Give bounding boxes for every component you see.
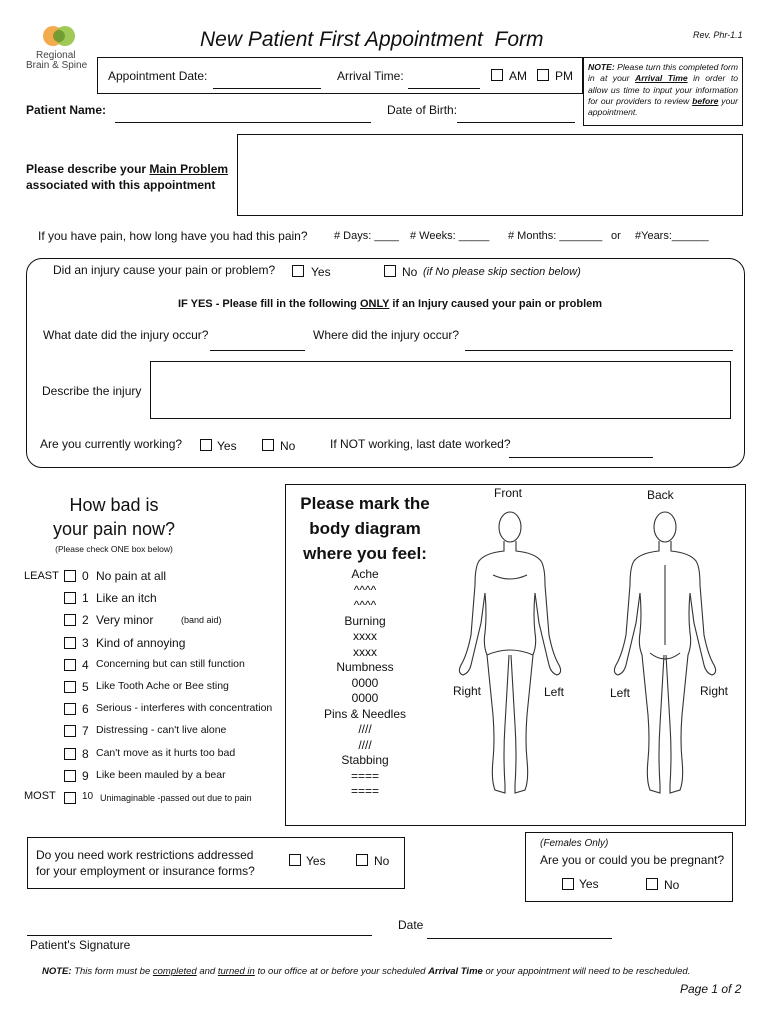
pain-level-description: Can't move as it hurts too bad [96, 746, 236, 759]
footer-t1: This form must be [74, 966, 151, 977]
body-diagram-title [285, 491, 445, 566]
footer-note-prefix: NOTE: [42, 966, 72, 977]
pain-level-description: Distressing - can't live alone [96, 724, 227, 737]
pain-level-number: 2 [82, 613, 89, 628]
appointment-date-label: Appointment Date: [108, 69, 208, 83]
body-diagram-title-3: where you feel: [303, 544, 427, 563]
pregnancy-yes-label: Yes [579, 877, 599, 891]
page-number: Page 1 of 2 [680, 982, 742, 996]
working-question: Are you currently working? [40, 437, 183, 451]
pain-level-number: 5 [82, 680, 89, 694]
pain-level-checkbox[interactable] [64, 614, 76, 626]
note-prefix: NOTE: [588, 62, 615, 72]
pain-level-checkbox[interactable] [64, 770, 76, 782]
pain-scale-row[interactable] [24, 680, 284, 696]
pain-days[interactable]: # Days: ____ [334, 230, 399, 242]
am-checkbox[interactable] [491, 69, 503, 81]
pain-scale-subtitle: (Please check ONE box below) [55, 544, 173, 554]
pain-scale-row[interactable] [24, 569, 284, 585]
pain-months[interactable]: # Months: _______ [508, 230, 603, 242]
pm-checkbox[interactable] [537, 69, 549, 81]
restrictions-no-label: No [374, 854, 390, 868]
if-yes-text-1: IF YES - Please fill in the following [178, 298, 357, 310]
injury-where-field[interactable] [465, 350, 733, 351]
note-text-1: Please turn this completed form in at your [588, 62, 738, 84]
pain-scale-row[interactable] [24, 747, 284, 763]
main-problem-label-1: Please describe your [26, 162, 147, 176]
pain-level-checkbox[interactable] [64, 637, 76, 649]
if-yes-text-2: if an Injury caused your pain or problem [392, 298, 603, 310]
pain-scale-row[interactable] [24, 613, 284, 629]
arrival-time-label: Arrival Time: [337, 69, 404, 83]
pain-level-number: 9 [82, 768, 89, 783]
pain-level-checkbox[interactable] [64, 792, 76, 804]
pain-level-checkbox[interactable] [64, 703, 76, 715]
pain-least-label: LEAST [24, 570, 59, 582]
note-box [583, 57, 743, 126]
legend-sensation-symbol: //// [358, 722, 372, 736]
revision-label: Rev. Phr-1.1 [693, 30, 743, 40]
working-yes-label: Yes [217, 439, 237, 453]
legend-sensation-symbol: 0000 [351, 675, 379, 690]
date-label: Date [398, 918, 424, 932]
logo [24, 22, 94, 76]
pain-level-description: Serious - interferes with concentration [96, 702, 273, 715]
pain-level-checkbox[interactable] [64, 570, 76, 582]
dob-label: Date of Birth: [387, 103, 458, 117]
front-left-label: Left [544, 685, 565, 699]
females-only-label: (Females Only) [540, 838, 609, 849]
pain-level-description: Unimaginable -passed out due to pain [100, 793, 252, 803]
pregnancy-no-checkbox[interactable] [646, 878, 658, 890]
work-restrictions-question [36, 847, 255, 879]
pain-level-checkbox[interactable] [64, 659, 76, 671]
pm-label: PM [555, 69, 573, 83]
footer-note [42, 966, 690, 977]
pregnancy-no-label: No [664, 878, 680, 892]
legend-sensation-name: Pins & Needles [323, 706, 407, 721]
legend-sensation-name: Ache [351, 567, 379, 581]
signature-label: Patient's Signature [30, 938, 131, 952]
legend-sensation-symbol: ==== [350, 768, 380, 783]
footer-t4: or your appointment will need to be rescheduled. [485, 966, 691, 977]
work-restrictions-question-1: Do you need work restrictions addressed [36, 848, 254, 862]
pain-level-description: Kind of annoying [96, 635, 186, 650]
note-arrival-time: Arrival Time [635, 73, 688, 84]
legend-sensation-symbol: xxxx [353, 629, 377, 643]
footer-t2: and [199, 966, 216, 977]
main-problem-label-2: associated with this appointment [26, 178, 216, 192]
signature-field[interactable] [27, 935, 372, 936]
pregnancy-question: Are you or could you be pregnant? [540, 853, 725, 867]
front-body-figure[interactable] [455, 505, 565, 805]
legend-sensation-name: Burning [344, 613, 386, 628]
injury-yes-label: Yes [311, 265, 331, 279]
patient-name-field[interactable] [115, 122, 371, 123]
working-no-checkbox[interactable] [262, 439, 274, 451]
note-before: before [692, 95, 719, 106]
pain-level-description: Concerning but can still function [96, 657, 245, 670]
page-title: New Patient First Appointment Form [200, 28, 544, 51]
body-diagram-title-2: body diagram [309, 519, 421, 538]
pain-level-checkbox[interactable] [64, 748, 76, 760]
logo-text-1: Regional [36, 50, 76, 61]
dob-field[interactable] [457, 122, 575, 123]
injury-date-field[interactable] [210, 350, 305, 351]
restrictions-no-checkbox[interactable] [356, 854, 368, 866]
legend-sensation-symbol: xxxx [353, 644, 377, 659]
working-no-label: No [280, 439, 296, 453]
patient-name-label: Patient Name: [26, 103, 107, 117]
pain-level-checkbox[interactable] [64, 681, 76, 693]
pain-level-checkbox[interactable] [64, 725, 76, 737]
legend-sensation-symbol: ^^^^ [353, 582, 377, 597]
pain-level-description: Like Tooth Ache or Bee sting [96, 680, 229, 692]
pain-scale-row[interactable] [24, 591, 284, 607]
front-right-label: Right [453, 684, 482, 698]
legend-sensation-symbol: ^^^^ [353, 598, 377, 612]
pain-scale-row[interactable] [24, 791, 284, 807]
main-problem-textarea[interactable] [237, 134, 743, 216]
injury-question: Did an injury cause your pain or problem? [53, 263, 276, 277]
pain-level-note: (band aid) [181, 615, 222, 626]
legend-sensation-symbol: 0000 [351, 691, 379, 705]
legend-sensation-symbol: //// [358, 737, 372, 752]
injury-no-checkbox[interactable] [384, 265, 396, 277]
pain-level-number: 7 [82, 724, 89, 739]
legend-sensation-name: Stabbing [341, 753, 389, 767]
work-restrictions-question-2: for your employment or insurance forms? [36, 864, 255, 878]
back-right-label: Right [700, 684, 729, 698]
not-working-question: If NOT working, last date worked? [330, 437, 511, 451]
back-label: Back [647, 488, 674, 502]
back-body-figure[interactable] [610, 505, 720, 805]
pain-level-number: 4 [82, 657, 89, 672]
logo-mark-icon [24, 22, 94, 52]
pain-duration-question: If you have pain, how long have you had this pain? [38, 229, 308, 243]
footer-t3: to our office at or before your scheduled [257, 966, 426, 977]
pain-level-description: Very minor [96, 613, 154, 628]
injury-date-question: What date did the injury occur? [43, 328, 209, 342]
pain-scale-title-1: How bad is [69, 495, 159, 515]
pain-or: or [611, 230, 621, 242]
pain-level-checkbox[interactable] [64, 592, 76, 604]
pain-level-number: 1 [82, 591, 89, 606]
pain-scale-row[interactable] [24, 769, 284, 785]
injury-no-note: (if No please skip section below) [423, 266, 581, 278]
main-problem-label [26, 161, 228, 193]
last-date-worked-field[interactable] [509, 457, 653, 458]
logo-text-2: Brain & Spine [26, 60, 88, 71]
appointment-date-field[interactable] [213, 88, 321, 89]
pain-scale-row[interactable] [24, 658, 284, 674]
footer-completed: completed [152, 966, 197, 977]
pain-level-description: No pain at all [96, 569, 167, 583]
pain-years[interactable]: #Years:______ [635, 230, 709, 242]
pain-scale-row[interactable] [24, 636, 284, 652]
injury-describe-label: Describe the injury [42, 384, 142, 398]
injury-where-question: Where did the injury occur? [313, 328, 460, 342]
pain-level-number: 10 [82, 791, 94, 802]
working-yes-checkbox[interactable] [200, 439, 212, 451]
front-label: Front [494, 486, 523, 500]
if-yes-only: ONLY [359, 298, 390, 310]
note-text-2: in order to allow us time to input your information for our providers to review [588, 73, 738, 106]
pain-level-description: Like been mauled by a bear [96, 768, 226, 781]
injury-describe-textarea[interactable] [150, 361, 731, 419]
arrival-time-field[interactable] [408, 88, 480, 89]
pain-level-description: Like an itch [96, 591, 157, 606]
pain-scale-row[interactable] [24, 702, 284, 718]
injury-yes-checkbox[interactable] [292, 265, 304, 277]
legend-sensation-symbol: ==== [350, 784, 380, 798]
body-diagram-title-1: Please mark the [300, 494, 430, 513]
am-label: AM [509, 69, 527, 83]
injury-if-yes-instructions [178, 298, 602, 310]
note-text-3: your appointment. [588, 95, 738, 118]
pregnancy-yes-checkbox[interactable] [562, 878, 574, 890]
pain-level-number: 3 [82, 635, 89, 650]
signature-date-field[interactable] [427, 938, 612, 939]
footer-arrival-time: Arrival Time [428, 966, 483, 977]
pain-weeks[interactable]: # Weeks: _____ [410, 230, 490, 242]
restrictions-yes-label: Yes [306, 854, 326, 868]
restrictions-yes-checkbox[interactable] [289, 854, 301, 866]
pain-scale-title-2: your pain now? [52, 519, 176, 539]
injury-no-label: No [402, 265, 418, 279]
pain-level-number: 0 [82, 569, 89, 583]
pain-scale-row[interactable] [24, 724, 284, 740]
footer-turned-in: turned in [217, 966, 255, 977]
legend-sensation-name: Numbness [336, 660, 394, 674]
pain-level-number: 8 [82, 746, 89, 761]
back-left-label: Left [610, 686, 631, 700]
pain-most-label: MOST [24, 790, 56, 802]
pain-scale-title [30, 493, 198, 541]
main-problem-label-main: Main Problem [149, 162, 229, 176]
pain-level-number: 6 [82, 702, 89, 717]
